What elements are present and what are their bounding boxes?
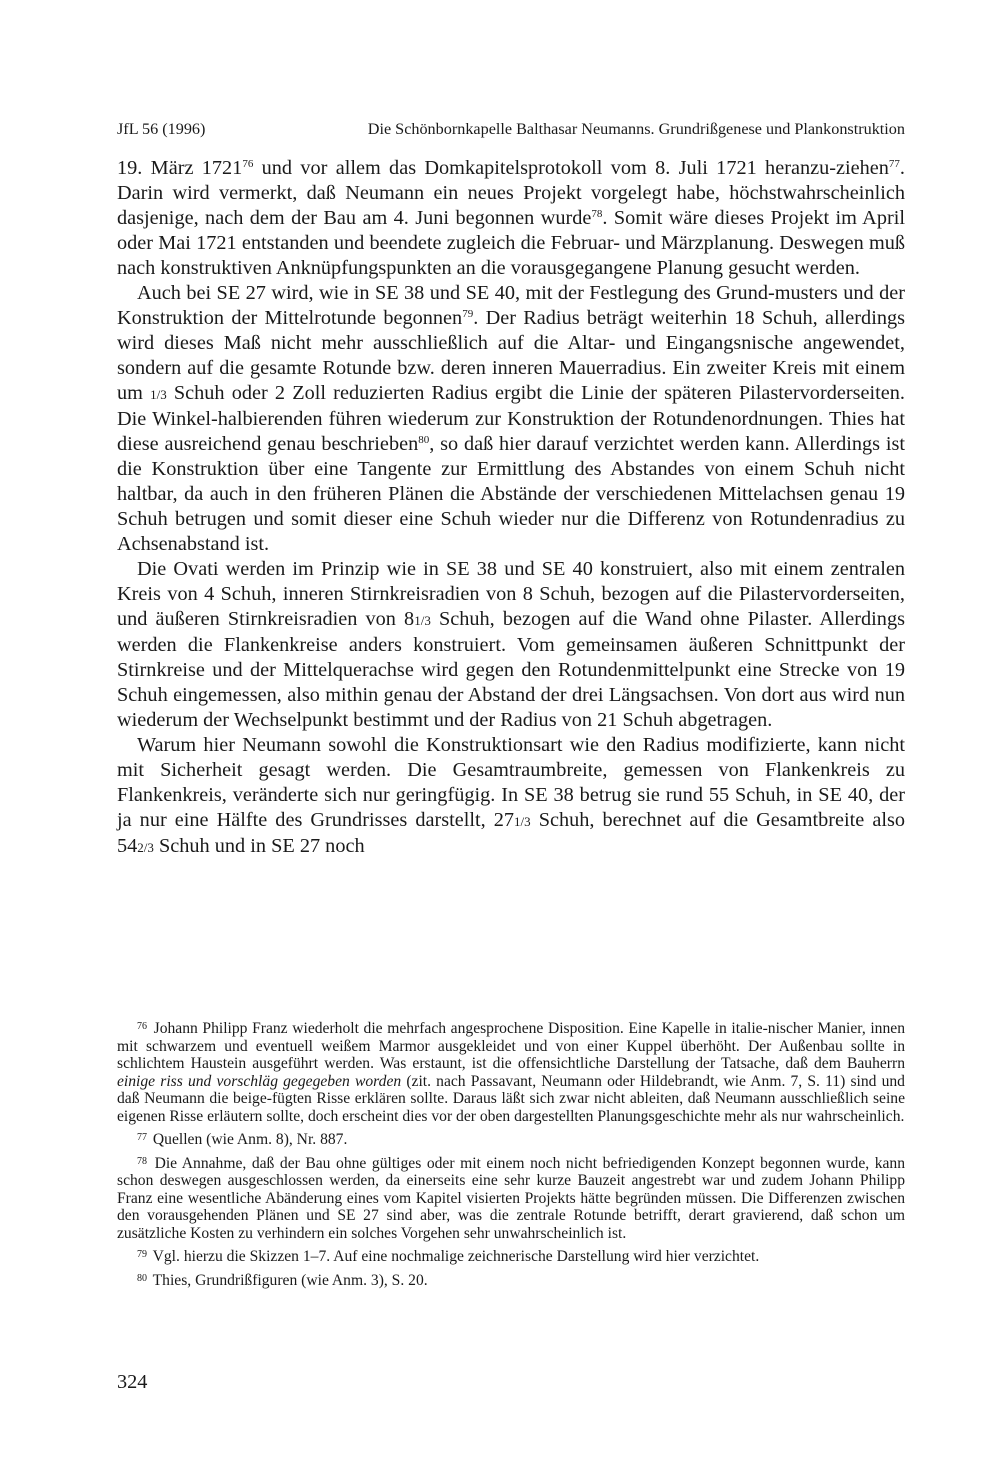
text-run: Schuh oder 2 Zoll reduzierten Radius ergibt die Linie der späteren Pilastervorderseiten. Die Winkel-halbierenden führen wiederum zur Konstruktion der Rotundenordnungen. Thies hat diese ausreichend genau beschrieben xyxy=(117,382,905,455)
text-run: , so daß hier darauf verzichtet werden kann. Allerdings ist die Konstruktion über eine Tangente zur Ermittlung des Abstandes von einem Schuh nicht haltbar, da auch in den früheren Plänen die Abstände der verschiedenen Mittelachsen genau 19 Schuh betrugen und somit dieser eine Schuh wieder nur die Differenz von Rotundenradius zu Achsenabstand ist. xyxy=(117,433,905,555)
footnote-number: 77 xyxy=(137,1132,147,1143)
fraction: 2/3 xyxy=(137,840,154,855)
footnote-text: Vgl. hierzu die Skizzen 1–7. Auf eine nochmalige zeichnerische Darstellung wird hier verzichtet. xyxy=(152,1248,760,1265)
paragraph-4 xyxy=(117,733,905,860)
footnote-text: Thies, Grundrißfiguren (wie Anm. 3), S. 20. xyxy=(152,1271,428,1289)
running-head-journal: JfL 56 (1996) xyxy=(117,120,206,138)
footnote-77 xyxy=(117,1129,905,1149)
text-run: Auch bei SE 27 wird, wie in SE 38 und SE 40, mit der Festlegung des Grund-musters und der Konstruktion der Mittelrotunde begonnen xyxy=(117,282,905,329)
footnote-number: 79 xyxy=(137,1249,147,1260)
text-run: Schuh, berechnet auf die Gesamtbreite also 54 xyxy=(117,809,905,857)
fraction: 1/3 xyxy=(150,387,167,402)
paragraph-1 xyxy=(117,156,905,281)
footnote-ref-76[interactable]: 76 xyxy=(242,158,254,170)
footnote-text: (zit. nach Passavant, Neumann oder Hildebrandt, wie Anm. 7, S. 11) sind und daß Neumann die beige-fügten Risse erklären sollte. Daraus läßt sich zwar nicht ableiten, daß Neumann ausschließlich seine eigenen Risse erläutern sollte, doch erscheint dies vor der oben dargestellten Planungsgeschichte mehr als nur wahrscheinlich. xyxy=(117,1072,905,1125)
footnote-78 xyxy=(117,1153,905,1243)
paragraph-3 xyxy=(117,557,905,733)
text-run: . Darin wird vermerkt, daß Neumann ein neues Projekt vorgelegt habe, höchstwahrscheinlich dasjenige, nach dem der Bau am 4. Juni begonnen wurde xyxy=(117,157,905,229)
running-head xyxy=(117,118,905,140)
fraction: 1/3 xyxy=(514,814,531,829)
text-run: 19. März 1721 xyxy=(117,157,243,179)
page-number: 324 xyxy=(117,1371,148,1393)
footnote-76 xyxy=(117,1018,905,1125)
footnote-ref-77[interactable]: 77 xyxy=(888,158,900,170)
footnote-quote: einige riss und vorschläg gegegeben worden xyxy=(117,1072,402,1090)
text-run: . Der Radius beträgt weiterhin 18 Schuh, allerdings wird dieses Maß nicht mehr ausschließlich auf die Altar- und Eingangsnische angewendet, sondern auf die gesamte Rotunde bzw. deren inneren Mauerradius. Ein zweiter Kreis mit einem um xyxy=(117,307,905,404)
text-run: Schuh und in SE 27 noch xyxy=(153,835,365,857)
main-text xyxy=(117,156,905,860)
footnote-ref-79[interactable]: 79 xyxy=(462,308,474,320)
footnote-80 xyxy=(117,1270,905,1290)
footnote-79 xyxy=(117,1246,905,1266)
text-run: und vor allem das Domkapitelsprotokoll vom 8. Juli 1721 heranzu-ziehen xyxy=(253,157,889,179)
book-page xyxy=(117,0,905,1482)
running-head-title: Die Schönbornkapelle Balthasar Neumanns. Grundrißgenese und Plankonstruktion xyxy=(367,120,905,138)
footnote-number: 78 xyxy=(137,1155,147,1167)
footnote-ref-78[interactable]: 78 xyxy=(591,208,603,220)
footnote-number: 76 xyxy=(137,1021,147,1032)
text-run: Die Ovati werden im Prinzip wie in SE 38 und SE 40 konstruiert, also mit einem zentralen Kreis von 4 Schuh, inneren Stirnkreisradien von 8 Schuh, bezogen auf die Pilastervorderseiten, und äußeren Stirnkreisradien von 8 xyxy=(117,558,905,630)
footnotes xyxy=(117,1018,905,1293)
footnote-text: Johann Philipp Franz wiederholt die mehrfach angesprochene Disposition. Eine Kapelle in italie-nischer Manier, innen mit schwarzem und eventuell weißem Marmor ausgekleidet und von einer Kuppel überhöht. Der Außenbau sollte in schlichtem Haustein ausgeführt werden. Was erstaunt, ist die offensichtliche Darstellung der Tatsache, daß dem Bauherrn xyxy=(117,1020,905,1072)
fraction: 1/3 xyxy=(414,613,431,628)
footnote-number: 80 xyxy=(137,1272,147,1284)
footnote-text: Quellen (wie Anm. 8), Nr. 887. xyxy=(152,1131,348,1148)
text-run: . Somit wäre dieses Projekt im April oder Mai 1721 entstanden und beendete zugleich die Februar- und Märzplanung. Deswegen muß nach konstruktiven Anknüpfungspunkten an die vorausgegangene Planung gesucht werden. xyxy=(117,207,905,279)
paragraph-2 xyxy=(117,281,905,557)
text-run: Warum hier Neumann sowohl die Konstruktionsart wie den Radius modifizierte, kann nicht mit Sicherheit gesagt werden. Die Gesamtraumbreite, gemessen von Flankenkreis zu Flankenkreis, veränderte sich nur geringfügig. In SE 38 betrug sie rund 55 Schuh, in SE 40, der ja nur eine Hälfte des Grundrisses darstellt, 27 xyxy=(117,734,905,831)
footnote-text: Die Annahme, daß der Bau ohne gültiges oder mit einem noch nicht befriedigenden Konzept begonnen wurde, kann schon deswegen ausgeschlossen werden, da einerseits eine sehr kurze Bauzeit angestrebt war und zudem Johann Philipp Franz eine wesentliche Abänderung eines vom Kapitel visierten Projekts hätte begründen müssen. Die Differenzen zwischen den vorausgehenden Plänen und SE 27 sind aber, was die zentrale Rotunde betrifft, derart gravierend, daß schon um zusätzliche Kosten zu verhindern ein solches Vorgehen sehr unwahrscheinlich ist. xyxy=(117,1154,906,1242)
text-run: Schuh, bezogen auf die Wand ohne Pilaster. Allerdings werden die Flankenkreise anders konstruiert. Vom gemeinsamen äußeren Schnittpunkt der Stirnkreise und der Mittelquerachse wird gegen den Rotundenmittelpunkt eine Strecke von 19 Schuh eingemessen, also mithin genau der Abstand der drei Längsachsen. Von dort aus wird nun wiederum der Wechselpunkt bestimmt und der Radius von 21 Schuh abgetragen. xyxy=(117,608,905,731)
footnote-ref-80[interactable]: 80 xyxy=(418,434,430,446)
